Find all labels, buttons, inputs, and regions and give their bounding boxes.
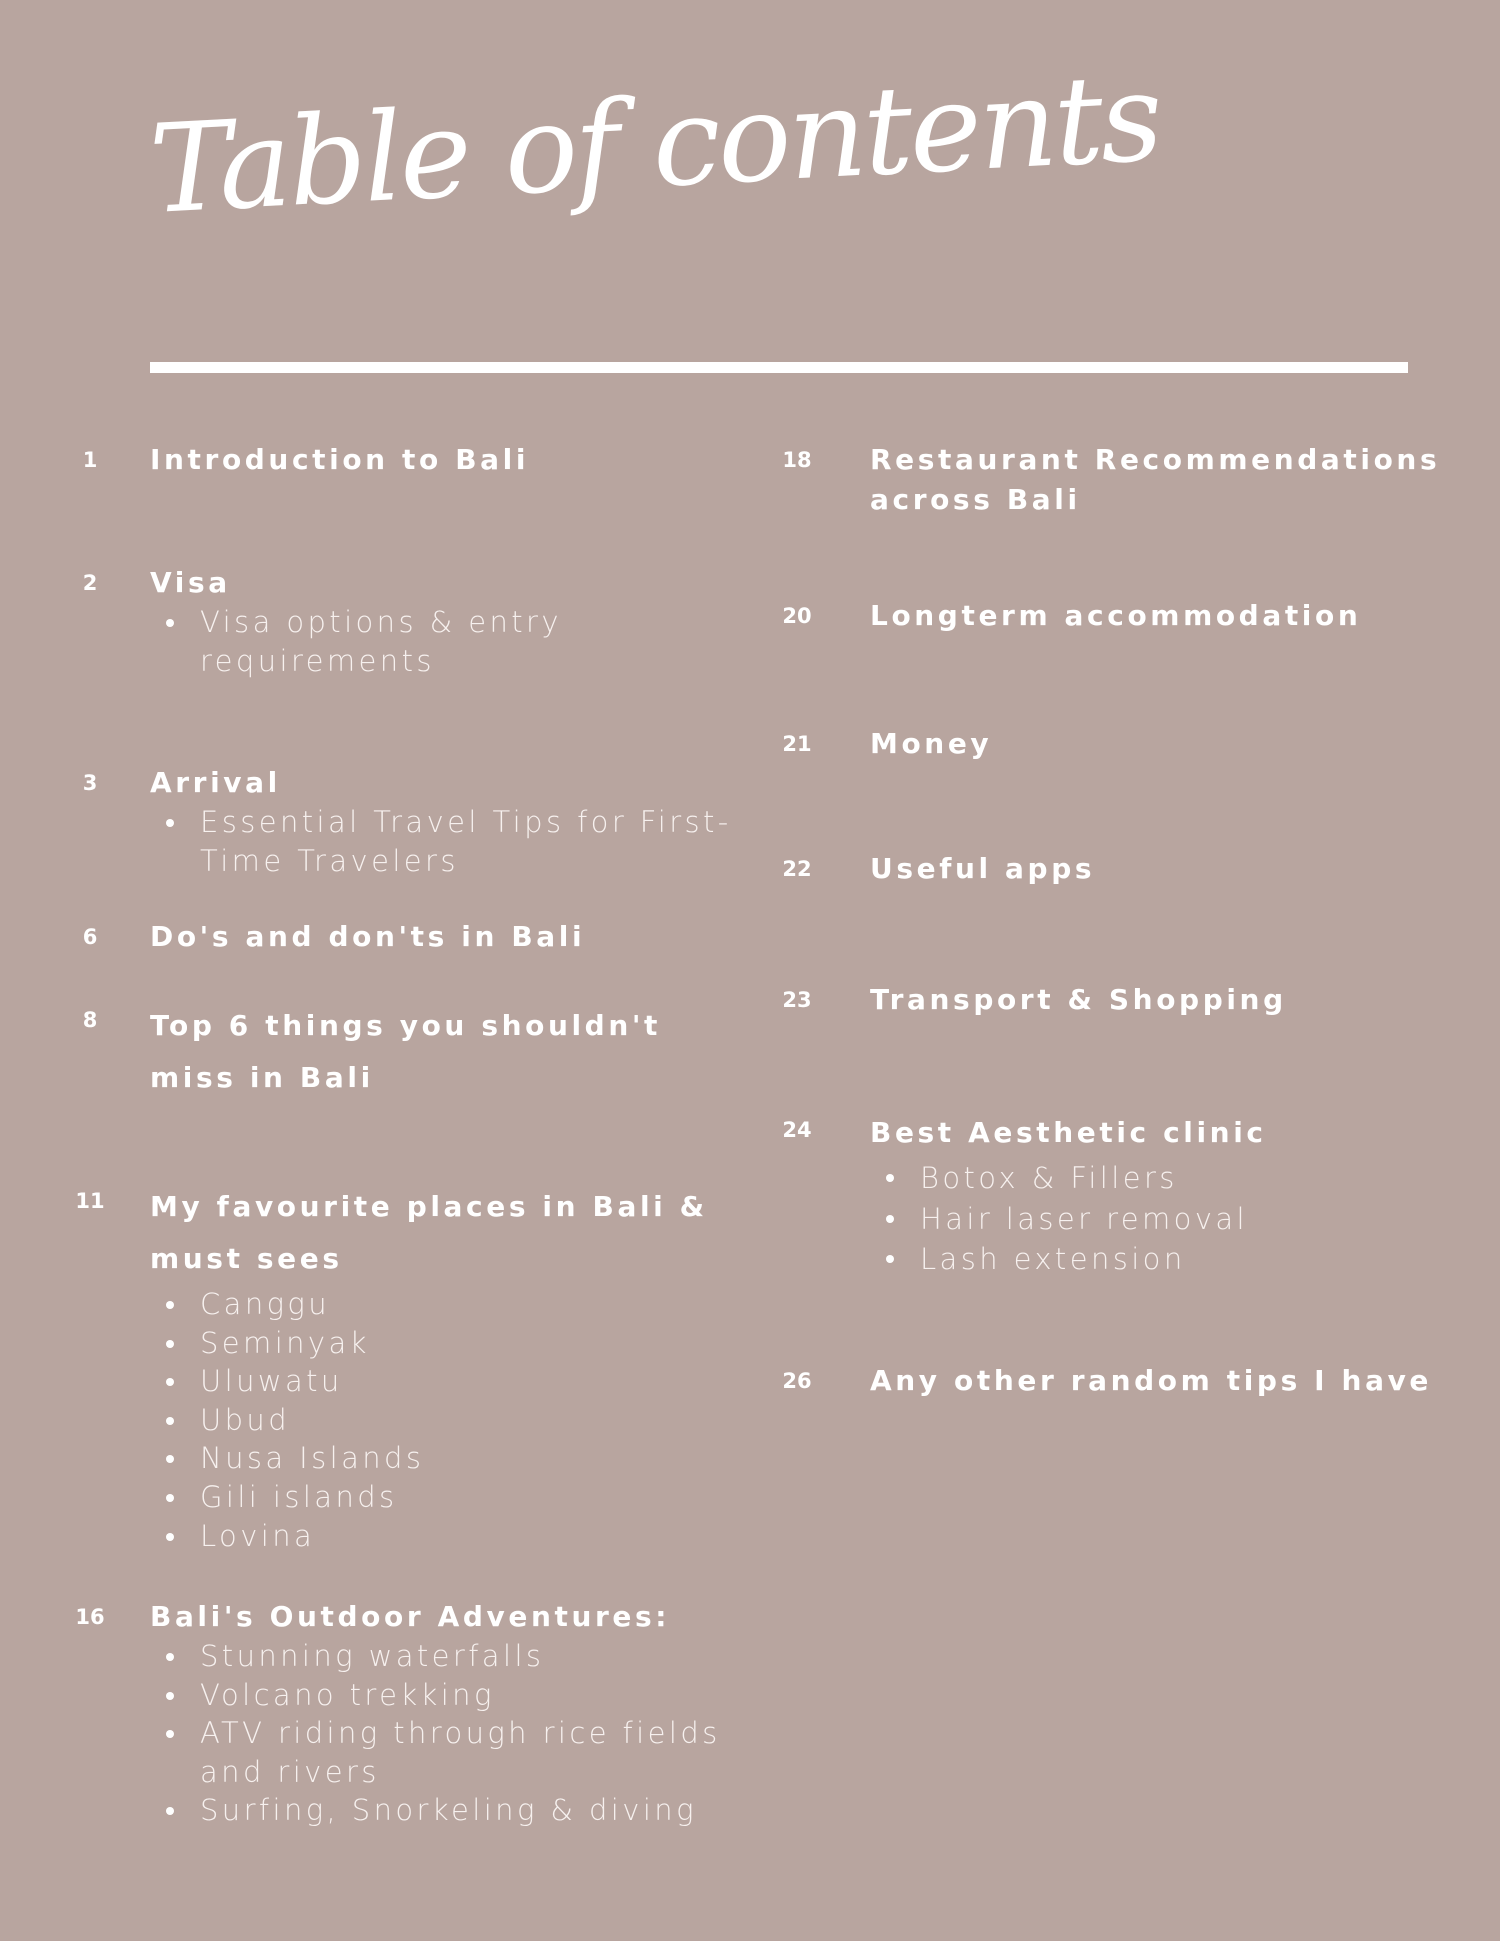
toc-entry-top-6-things[interactable] — [0, 1000, 661, 1104]
toc-entry-dos-and-donts[interactable] — [0, 917, 585, 957]
entry-heading: Transport & Shopping — [870, 983, 1287, 1016]
list-item: Canggu — [150, 1285, 708, 1324]
page-number: 20 — [782, 604, 812, 628]
list-item: Lovina — [150, 1517, 708, 1556]
list-item: Visa options & entry — [150, 603, 562, 642]
list-item: Volcano trekking — [150, 1676, 721, 1715]
list-item: Lash extension — [870, 1239, 1267, 1280]
list-item: Stunning waterfalls — [150, 1637, 721, 1676]
page-number: 6 — [82, 925, 98, 949]
toc-entry-arrival[interactable] — [0, 763, 732, 880]
entry-heading: Arrival — [150, 766, 281, 799]
toc-entry-aesthetic-clinic[interactable] — [720, 1110, 1267, 1280]
toc-entry-useful-apps[interactable] — [720, 849, 1095, 889]
sub-list — [150, 1637, 721, 1830]
entry-heading-line: Restaurant Recommendations — [870, 443, 1441, 476]
divider — [150, 362, 1408, 373]
list-item: Seminyak — [150, 1324, 708, 1363]
toc-entry-transport-shopping[interactable] — [720, 980, 1287, 1020]
toc-entry-favourite-places[interactable] — [0, 1181, 708, 1555]
entry-heading-line: across Bali — [870, 483, 1081, 516]
entry-heading: Any other random tips I have — [870, 1364, 1433, 1397]
page-number: 24 — [782, 1118, 812, 1142]
list-item: requirements — [200, 643, 435, 678]
toc-entry-money[interactable] — [720, 724, 992, 764]
entry-heading-line: Top 6 things you shouldn't — [150, 1009, 662, 1042]
page-number: 16 — [75, 1605, 105, 1629]
entry-heading: Longterm accommodation — [870, 599, 1362, 632]
entry-heading-line: must sees — [150, 1242, 343, 1275]
page-number: 21 — [782, 732, 812, 756]
page-number: 26 — [782, 1369, 812, 1393]
entry-heading: Bali's Outdoor Adventures: — [150, 1600, 671, 1633]
entry-heading: Money — [870, 727, 993, 760]
page-number: 22 — [782, 857, 812, 881]
list-item: ATV riding through rice fields — [150, 1714, 721, 1753]
sub-list — [150, 1285, 708, 1555]
list-item: Time Travelers — [200, 843, 459, 878]
entry-heading: Best Aesthetic clinic — [870, 1116, 1267, 1149]
toc-entry-accommodation[interactable] — [720, 596, 1361, 636]
page-number: 2 — [82, 571, 98, 595]
page-number: 18 — [782, 448, 812, 472]
toc-entry-restaurants[interactable] — [720, 440, 1440, 520]
page-number: 8 — [82, 1008, 98, 1032]
sub-list — [870, 1158, 1267, 1280]
page-title: Table of contents — [146, 46, 1164, 241]
list-item: Essential Travel Tips for First- — [150, 803, 732, 842]
entry-heading-line: My favourite places in Bali & — [150, 1190, 708, 1223]
list-item: Hair laser removal — [870, 1199, 1267, 1240]
sub-list — [150, 803, 732, 880]
toc-entry-random-tips[interactable] — [720, 1361, 1432, 1401]
entry-heading: Introduction to Bali — [150, 443, 530, 476]
entry-heading-line: miss in Bali — [150, 1061, 374, 1094]
list-item: Uluwatu — [150, 1362, 708, 1401]
toc-entry-introduction[interactable] — [0, 440, 529, 480]
list-item: Botox & Fillers — [870, 1158, 1267, 1199]
page-number: 3 — [82, 771, 98, 795]
entry-heading: Do's and don'ts in Bali — [150, 920, 586, 953]
page-number: 23 — [782, 988, 812, 1012]
toc-entry-outdoor-adventures[interactable] — [0, 1597, 721, 1830]
page-number: 11 — [75, 1189, 105, 1213]
toc-entry-visa[interactable] — [0, 563, 562, 680]
sub-list — [150, 603, 562, 680]
list-item: Gili islands — [150, 1478, 708, 1517]
page-number: 1 — [82, 448, 98, 472]
list-item: Surfing, Snorkeling & diving — [150, 1791, 721, 1830]
list-item: Nusa Islands — [150, 1439, 708, 1478]
entry-heading: Visa — [150, 566, 231, 599]
entry-heading: Useful apps — [870, 852, 1096, 885]
list-item: and rivers — [200, 1754, 380, 1789]
list-item: Ubud — [150, 1401, 708, 1440]
